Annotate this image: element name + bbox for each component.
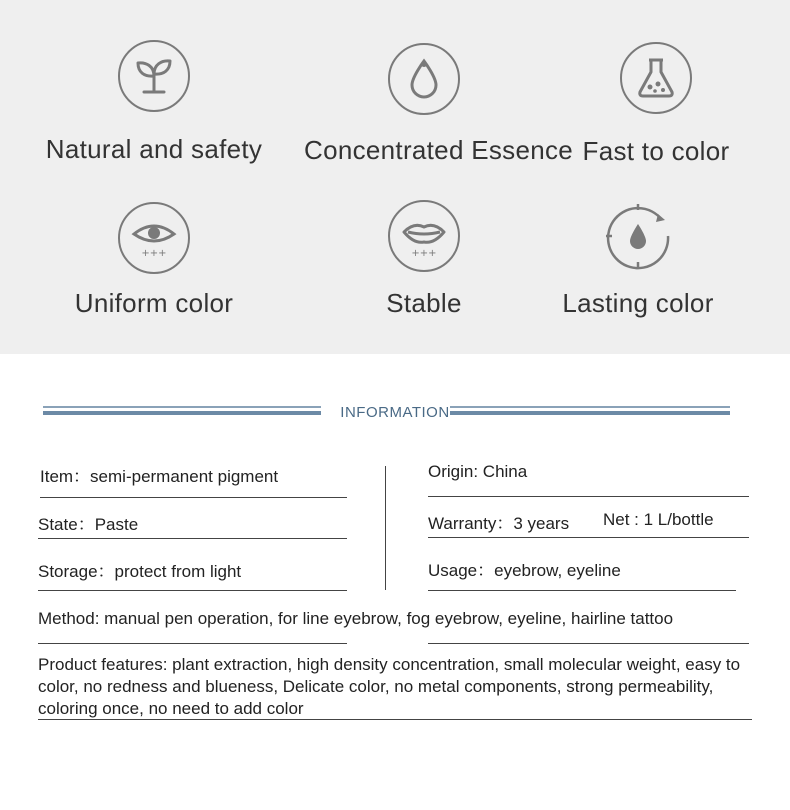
svg-text:+++: +++ bbox=[141, 248, 167, 259]
feature-uniform bbox=[34, 202, 274, 319]
feature-label: Stable bbox=[386, 288, 462, 318]
item-field: Item：semi-permanent pigment bbox=[40, 467, 279, 486]
sprout-icon bbox=[118, 40, 190, 112]
row-line bbox=[38, 719, 752, 720]
row-line bbox=[428, 537, 749, 538]
eye-icon bbox=[118, 202, 190, 274]
row-line bbox=[428, 643, 749, 644]
feature-label: Fast to color bbox=[582, 136, 730, 166]
timer-drop-icon bbox=[602, 200, 674, 272]
net-field: Net : 1 L/bottle bbox=[603, 510, 714, 529]
usage-field: Usage：eyebrow, eyeline bbox=[428, 561, 621, 580]
row-line bbox=[38, 643, 347, 644]
method-field: Method: manual pen operation, for line eyebrow, fog eyebrow, eyeline, hairline tattoo bbox=[38, 609, 674, 628]
origin-field: Origin: China bbox=[428, 462, 528, 481]
row-line bbox=[38, 538, 347, 539]
feature-stable bbox=[304, 200, 544, 319]
flask-icon bbox=[620, 42, 692, 114]
feature-label: Natural and safety bbox=[45, 134, 263, 164]
row-line bbox=[428, 590, 736, 591]
row-line bbox=[428, 496, 749, 497]
storage-field: Storage：protect from light bbox=[38, 562, 242, 581]
warranty-field: Warranty：3 years bbox=[428, 514, 570, 533]
feature-essence bbox=[304, 43, 574, 166]
feature-label: Uniform color bbox=[74, 288, 234, 318]
feature-label: Concentrated Essence bbox=[304, 135, 574, 165]
feature-lasting bbox=[518, 200, 758, 319]
row-line bbox=[38, 590, 347, 591]
product-features: Product features: plant extraction, high density concentration, small molecular weight, easy to color, no redness and blueness, Delicate color, no metal components, strong permeability, coloring once, no need to add color bbox=[38, 655, 741, 718]
drop-icon bbox=[388, 43, 460, 115]
state-field: State：Paste bbox=[38, 515, 139, 534]
info-title: INFORMATION bbox=[340, 404, 450, 421]
feature-natural bbox=[34, 40, 274, 165]
svg-text:+++: +++ bbox=[411, 248, 437, 259]
lips-icon bbox=[388, 200, 460, 272]
feature-fast-color bbox=[536, 42, 776, 167]
feature-label: Lasting color bbox=[562, 288, 714, 318]
row-line bbox=[40, 497, 347, 498]
column-divider bbox=[385, 466, 386, 590]
